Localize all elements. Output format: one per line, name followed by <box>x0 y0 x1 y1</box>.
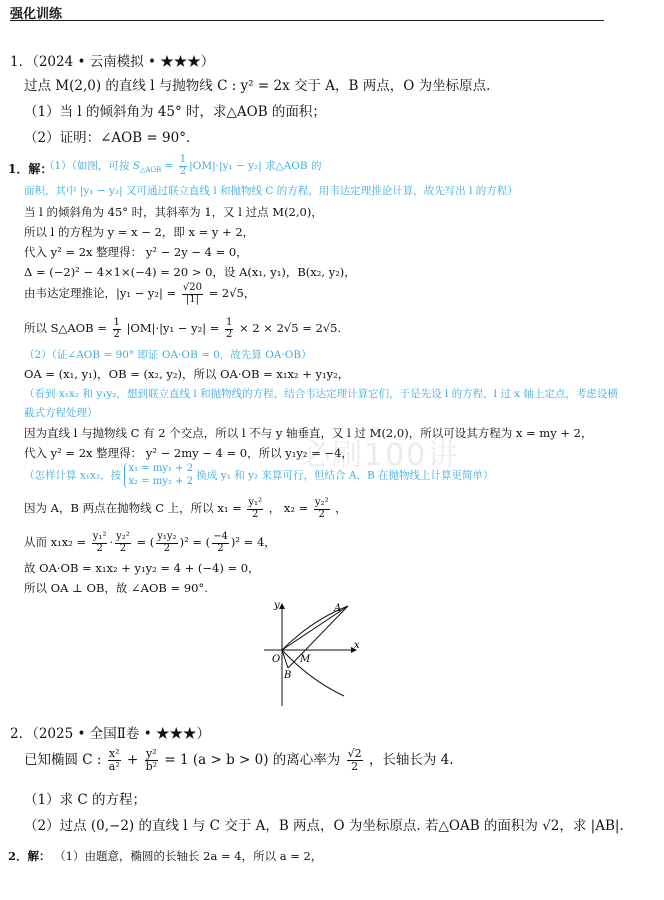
p1-hint2: （2）（证∠AOB = 90° 即证 OA·OB = 0，故先算 OA·OB） <box>24 349 312 361</box>
ellipse-term-y: $\frac{\text{y²}}{\text{b²}}$ <box>145 747 158 773</box>
p1-hint1-line <box>44 155 321 177</box>
p1-line10-c: ， <box>335 501 347 515</box>
p1-hint4-b: 换成 y₁ 和 y₂ 来算可行，但结合 A，B 在抛物线上计算更简单） <box>196 469 494 482</box>
y2sq-over-2: $\frac{\text{y₂²}}{2}$ <box>314 497 329 520</box>
fig-label-B: B <box>284 670 292 681</box>
p1-line8: 因为直线 l 与抛物线 C 有 2 个交点，所以 l 不与 y 轴垂直，又 l 过 M(2,0)，所以可设其方程为 x = my + 2， <box>24 426 593 440</box>
p1-line5-a: 由韦达定理推论，|y₁ − y₂| = <box>24 286 177 300</box>
p2-stem-c: ，长轴长为 4. <box>368 752 454 768</box>
p1-line4: Δ = (−2)² − 4×1×(−4) = 20 > 0，设 A(x₁, y₁)，B(x₂, y₂)， <box>24 265 356 279</box>
p1-line9: 代入 y² = 2x 整理得： y² − 2my − 4 = 0，所以 y₁y₂ = −4， <box>24 446 353 460</box>
p1-line11-d: = 4， <box>243 535 276 549</box>
y2sq-over-2-b: $\frac{\text{y₂²}}{2}$ <box>116 531 130 554</box>
watermark: 必刷100讲 <box>300 438 460 473</box>
p1-line13: 所以 OA ⊥ OB，故 ∠AOB = 90°. <box>24 581 208 595</box>
p1-q2: （2）证明：∠AOB = 90°. <box>24 130 191 146</box>
p1-line10 <box>24 498 347 520</box>
parabola-curve <box>282 606 348 696</box>
p1-line10-a: 因为 A，B 两点在抛物线 C 上，所以 x₁ = <box>24 501 242 515</box>
p2-stem-b: (a > b > 0) 的离心率为 <box>192 752 341 768</box>
p1-hint1-b: 求△AOB 的 <box>265 160 322 172</box>
p2-solution <box>8 848 322 864</box>
fig-label-M: M <box>300 654 311 665</box>
p1-line12: 故 OA·OB = x₁x₂ + y₁y₂ = 4 + (−4) = 0， <box>24 561 260 575</box>
p1-hint4 <box>24 463 494 488</box>
p2-q1: （1）求 C 的方程； <box>24 792 147 808</box>
p1-line11-b: = <box>136 535 147 549</box>
p1-line7: OA = (x₁, y₁)，OB = (x₂, y₂)，所以 OA·OB = x₁x₂ + y₁y₂， <box>24 367 350 381</box>
paren-minus4: ( $\frac{-4}{2}$ )² <box>205 531 240 554</box>
p1-stem: 过点 M(2,0) 的直线 l 与抛物线 C : y² = 2x 交于 A，B 两点，O 为坐标原点. <box>24 78 491 94</box>
p1-q1: （1）当 l 的倾斜角为 45° 时，求△AOB 的面积； <box>24 104 326 120</box>
y1sq-over-2-b: $\frac{\text{y₁²}}{2}$ <box>92 531 107 554</box>
p2-solution-label: 2．解： <box>8 849 51 863</box>
p1-line11-a: 从而 x₁x₂ = <box>24 535 87 549</box>
sqrt20-over-1: $\frac{√20}{|1|}$ <box>182 282 202 305</box>
p1-line6-a: 所以 S△AOB = <box>24 321 107 335</box>
y1sq-over-2: $\frac{\text{y₁²}}{2}$ <box>248 497 263 520</box>
line-l <box>288 606 348 668</box>
ellipse-term-x: $\frac{\text{x²}}{\text{a²}}$ <box>108 747 120 773</box>
p1-line11: 从而 x₁x₂ = $\frac{\text{y₁²}}{2}$ · $\frac{\text{y₂²}}{2}$ = ( $\frac{\text{y₁y₂}}{2}$ )² = ( $\frac{-4}{2}$ )² = 4， <box>24 531 276 554</box>
p2-header: 2．（2025 • 全国Ⅱ卷 • ★★★） <box>10 726 210 742</box>
fig-label-x: x <box>354 640 360 651</box>
p2-solution-line1: （1）由题意，椭圆的长轴长 2a = 4，所以 a = 2， <box>54 849 323 863</box>
p1-line2: 所以 l 的方程为 y = x − 2，即 x = y + 2， <box>24 225 255 239</box>
substitution-system <box>124 463 193 488</box>
p1-hint4-a: （怎样计算 x₁x₂，按 <box>24 469 122 482</box>
p1-hint1-a: （1）（如图，可按 <box>44 160 130 172</box>
system-row-2: x₂ = my₂ + 2 <box>128 475 194 487</box>
parabola-figure <box>258 598 368 710</box>
fig-label-A: A <box>334 603 342 614</box>
p2-stem: 已知椭圆 C : $\frac{\text{x²}}{\text{a²}}$ + $\frac{\text{y²}}{\text{b²}}$ = 1 (a > b > 0) 的离心率为 $\frac{√2}{2}$ ，长轴长为 4. <box>24 747 454 773</box>
p1-hint3b: 截式方程处理） <box>24 407 98 419</box>
p1-line3: 代入 y² = 2x 整理得： y² − 2y − 4 = 0， <box>24 245 248 259</box>
paren-y1y2: ( $\frac{\text{y₁y₂}}{2}$ )² <box>149 531 189 554</box>
fig-label-y: y <box>274 600 280 611</box>
system-row-1: x₁ = my₁ + 2 <box>128 463 194 474</box>
half-1: $\frac{1}{2}$ <box>113 317 120 340</box>
p1-line6 <box>24 318 341 340</box>
title-rule <box>10 20 604 21</box>
p1-line10-b: ， x₂ = <box>268 501 309 515</box>
p2-stem-a: 已知椭圆 C : <box>24 752 102 768</box>
eccentricity-value: $\frac{√2}{2}$ <box>347 747 362 773</box>
p1-line11-c: = <box>192 535 202 549</box>
p1-hint3a: （看到 x₁x₂ 和 y₁y₂，想到联立直线 l 和抛物线的方程，结合韦达定理计算它们，于是先设 l 的方程，l 过 x 轴上定点，考虑设横 <box>24 388 618 400</box>
p1-header: 1．（2024 • 云南模拟 • ★★★） <box>10 54 215 70</box>
p1-hint1-c: 面积，其中 |y₁ − y₂| 又可通过联立直线 l 和抛物线 C 的方程，用韦达定理推论计算，故先写出 l 的方程） <box>24 185 518 197</box>
p2-q2: （2）过点 (0,−2) 的直线 l 与 C 交于 A，B 两点，O 为坐标原点. 若△OAB 的面积为 √2，求 |AB|. <box>24 818 624 834</box>
p1-line5 <box>24 283 255 305</box>
p1-line1: 当 l 的倾斜角为 45° 时，其斜率为 1，又 l 过点 M(2,0)， <box>24 205 323 219</box>
fig-label-O: O <box>272 654 281 665</box>
p1-line6-c: × 2 × 2√5 = 2√5. <box>239 321 342 335</box>
p1-line6-b: |OM|·|y₁ − y₂| = <box>126 321 220 335</box>
p1-solution-label: 1．解： <box>8 162 53 176</box>
section-title: 强化训练 <box>10 7 63 22</box>
half-2: $\frac{1}{2}$ <box>226 317 233 340</box>
p1-line5-b: = 2√5， <box>208 286 256 300</box>
area-formula: $S_{\triangle AOB}$ = $\frac{1}{2}$ |OM|·|y₁ − y₂| <box>132 154 262 177</box>
